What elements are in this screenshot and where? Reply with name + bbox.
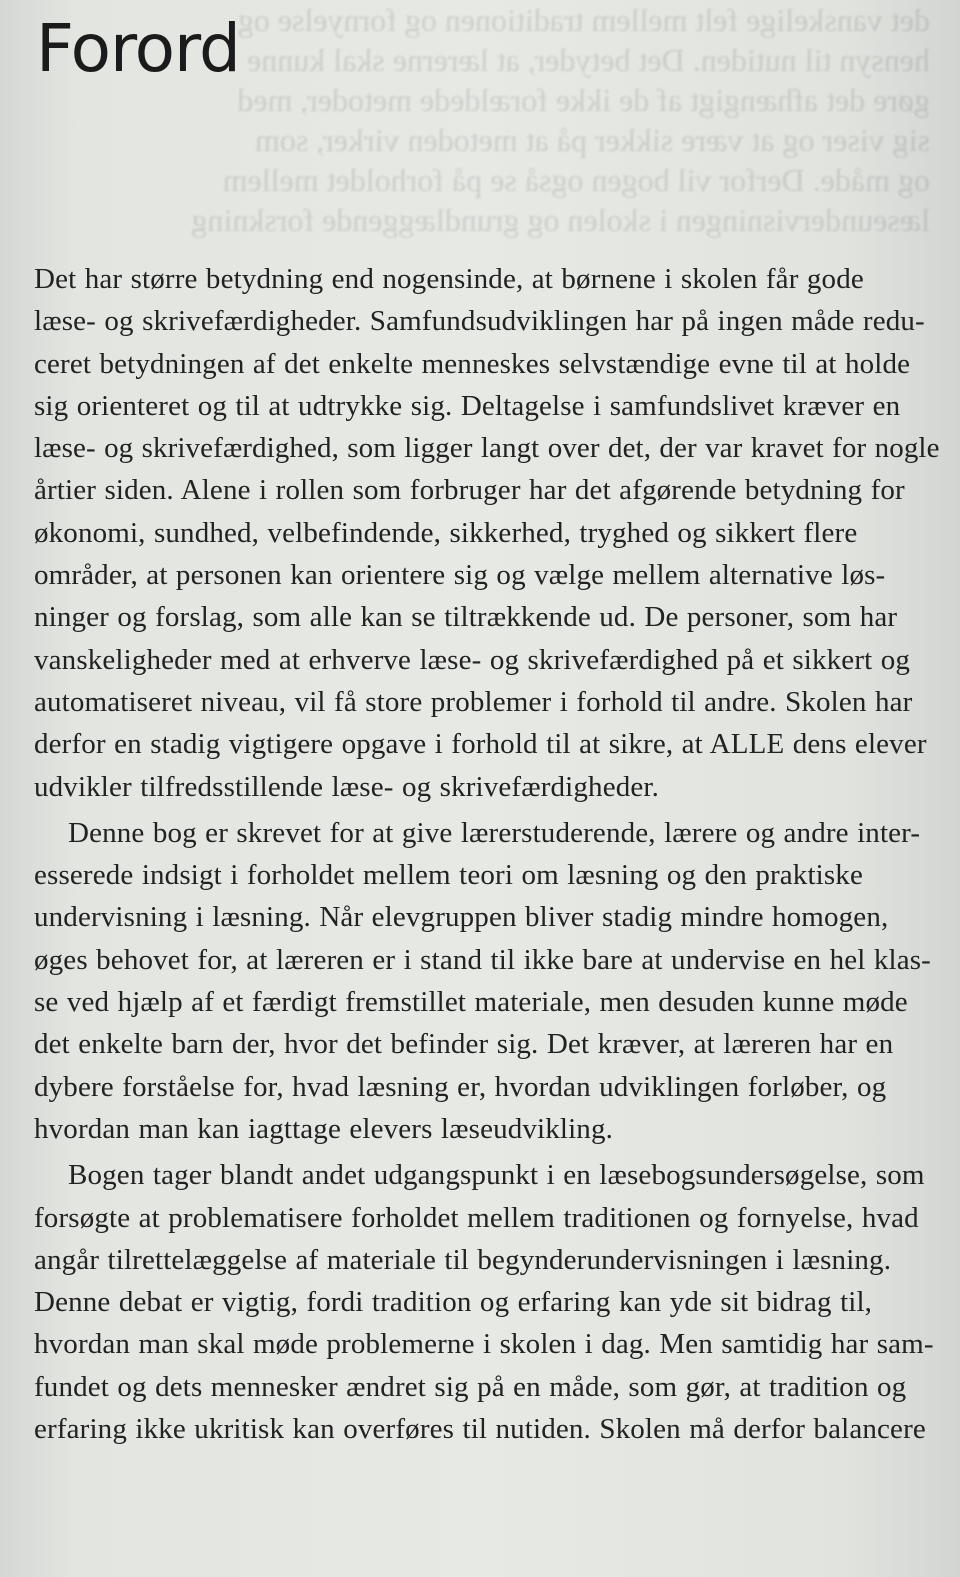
text-line: derfor en stadig vigtigere opgave i forhold til at sikre, at ALLE dens elever (34, 728, 927, 761)
body-text (34, 258, 940, 1450)
text-line: læse- og skrivefærdigheder. Samfundsudviklingen har på ingen måde redu- (34, 305, 925, 338)
text-line: Det har større betydning end nogensinde, at børnene i skolen får gode (34, 263, 864, 295)
text-line: vanskeligheder med at erhverve læse- og skrivefærdighed på et sikkert og (34, 643, 911, 676)
text-line: automatiseret niveau, vil få store problemer i forhold til andre. Skolen har (34, 685, 913, 718)
text-line: angår tilrettelæggelse af materiale til begynderundervisningen i læsning. (34, 1243, 892, 1276)
text-line: Bogen tager blandt andet udgangspunkt i en læsebogsundersøgelse, som (68, 1159, 925, 1192)
text-line: årtier siden. Alene i rollen som forbruger har det afgørende betydning for (34, 474, 905, 507)
page-title: Forord (36, 10, 240, 87)
text-line: udvikler tilfredsstillende læse- og skrivefærdigheder. (34, 770, 659, 803)
text-line: sig orienteret og til at udtrykke sig. Deltagelse i samfundslivet kræver en (34, 389, 901, 422)
paragraph-1 (34, 258, 940, 808)
text-line: Denne debat er vigtig, fordi tradition og erfaring kan yde sit bidrag til, (34, 1286, 873, 1319)
text-line: Denne bog er skrevet for at give lærerstuderende, lærere og andre inter- (68, 816, 921, 849)
paragraph-2 (34, 812, 940, 1150)
text-line: forsøgte at problematisere forholdet mellem traditionen og fornyelse, hvad (34, 1201, 919, 1234)
text-line: undervisning i læsning. Når elevgruppen bliver stadig mindre homogen, (34, 901, 889, 934)
text-line: øges behovet for, at læreren er i stand til ikke bare at undervise en hel klas- (34, 943, 931, 976)
text-line: hvordan man kan iagttage elevers læseudvikling. (34, 1112, 614, 1145)
text-line: læse- og skrivefærdighed, som ligger langt over det, der var kravet for nogle (34, 432, 940, 465)
text-line: det enkelte barn der, hvor det befinder sig. Det kræver, at læreren har en (34, 1028, 894, 1061)
text-line: hvordan man skal møde problemerne i skolen i dag. Men samtidig har sam- (34, 1328, 934, 1361)
text-line: fundet og dets mennesker ændret sig på en måde, som gør, at tradition og (34, 1370, 907, 1403)
text-line: ceret betydningen af det enkelte menneskes selvstændige evne til at holde (34, 347, 911, 380)
text-line: områder, at personen kan orientere sig og vælge mellem alternative løs- (34, 559, 886, 592)
text-line: esserede indsigt i forholdet mellem teori om læsning og den praktiske (34, 859, 863, 892)
text-line: se ved hjælp af et færdigt fremstillet materiale, men desuden kunne møde (34, 986, 908, 1019)
text-line: erfaring ikke ukritisk kan overføres til nutiden. Skolen må derfor balancere (34, 1413, 926, 1446)
text-line: dybere forståelse for, hvad læsning er, hvordan udviklingen forløber, og (34, 1070, 887, 1103)
show-through-text: det vanskelige felt mellem traditionen og fornyelse og hensyn til nutiden. Det betyder, at lærerne skal kunne gøre det afhængigt af de ikke forældede metoder, med sig viser og at være sikker på at metoden virker, som og måde. Derfor vil bogen også se på forholdet mellem læseundervisningen i skolen og grundlæggende forskning (191, 2, 930, 238)
paragraph-3 (34, 1154, 940, 1450)
text-line: økonomi, sundhed, velbefindende, sikkerhed, tryghed og sikkert flere (34, 516, 858, 549)
text-line: ninger og forslag, som alle kan se tiltrækkende ud. De personer, som har (34, 601, 898, 634)
